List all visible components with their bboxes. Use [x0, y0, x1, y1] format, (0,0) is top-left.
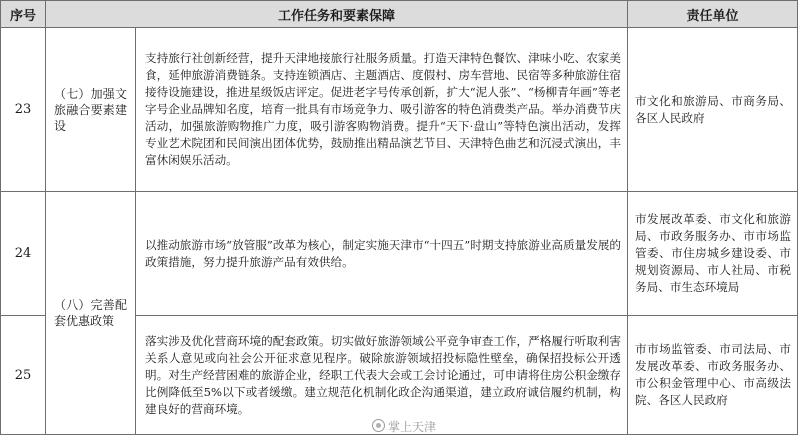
row-number: 24: [1, 192, 46, 316]
watermark: [372, 418, 436, 435]
row-number: 25: [1, 316, 46, 435]
table-row: [1, 28, 798, 192]
row-category: （七）加强文旅融合要素建设: [46, 28, 136, 192]
row-number: 23: [1, 28, 46, 192]
table-header-row: [1, 1, 798, 28]
row-task: 以推动旅游市场“放管服”改革为核心，制定实施天津市“十四五”时期支持旅游业高质量发展的政策措施，努力提升旅游产品有效供给。: [136, 192, 628, 316]
row-task: 落实涉及优化营商环境的配套政策。切实做好旅游领域公平竞争审查工作，严格履行听取利害关系人意见或向社会公开征求意见程序。破除旅游领域招投标隐性壁垒，确保招投标公开透明。对生产经营困难的旅游企业，经职工代表大会或工会讨论通过，可申请将住房公积金缴存比例降低至5%以下或者缓缴。建立规范化机制化政企沟通渠道，建立政府诚信履约机制，构建良好的营商环境。: [136, 316, 628, 435]
row-task: 支持旅行社创新经营，提升天津地接旅行社服务质量。打造天津特色餐饮、津味小吃、农家美食，延伸旅游消费链条。支持连锁酒店、主题酒店、度假村、房车营地、民宿等多种旅游住宿接待设施建设，推进星级饭店评定。促进老字号传承创新，扩大“泥人张”、“杨柳青年画”等老字号企业品牌知名度，培育一批具有市场竞争力、吸引游客的特色消费类产品。举办消费节庆活动，加强旅游购物推广力度，吸引游客购物消费。提升“天下·盘山”等特色演出活动，发挥专业艺术院团和民间演出团体优势，鼓励推出精品演艺节目、天津特色曲艺和沉浸式演出，丰富休闲娱乐活动。: [136, 28, 628, 192]
header-no: 序号: [1, 1, 46, 28]
header-unit: 责任单位: [628, 1, 798, 28]
row-category: （八）完善配套优惠政策: [46, 192, 136, 435]
weibo-icon: [372, 419, 385, 432]
row-responsible-unit: 市市场监管委、市司法局、市发展改革委、市政务服务办、市公积金管理中心、市高级法院、各区人民政府: [628, 316, 798, 435]
row-responsible-unit: 市文化和旅游局、市商务局、各区人民政府: [628, 28, 798, 192]
row-responsible-unit: 市发展改革委、市文化和旅游局、市政务服务办、市市场监管委、市住房城乡建设委、市规划资源局、市人社局、市税务局、市生态环境局: [628, 192, 798, 316]
watermark-text: 掌上天津: [388, 420, 437, 434]
table-row: [1, 192, 798, 316]
header-task: 工作任务和要素保障: [46, 1, 628, 28]
